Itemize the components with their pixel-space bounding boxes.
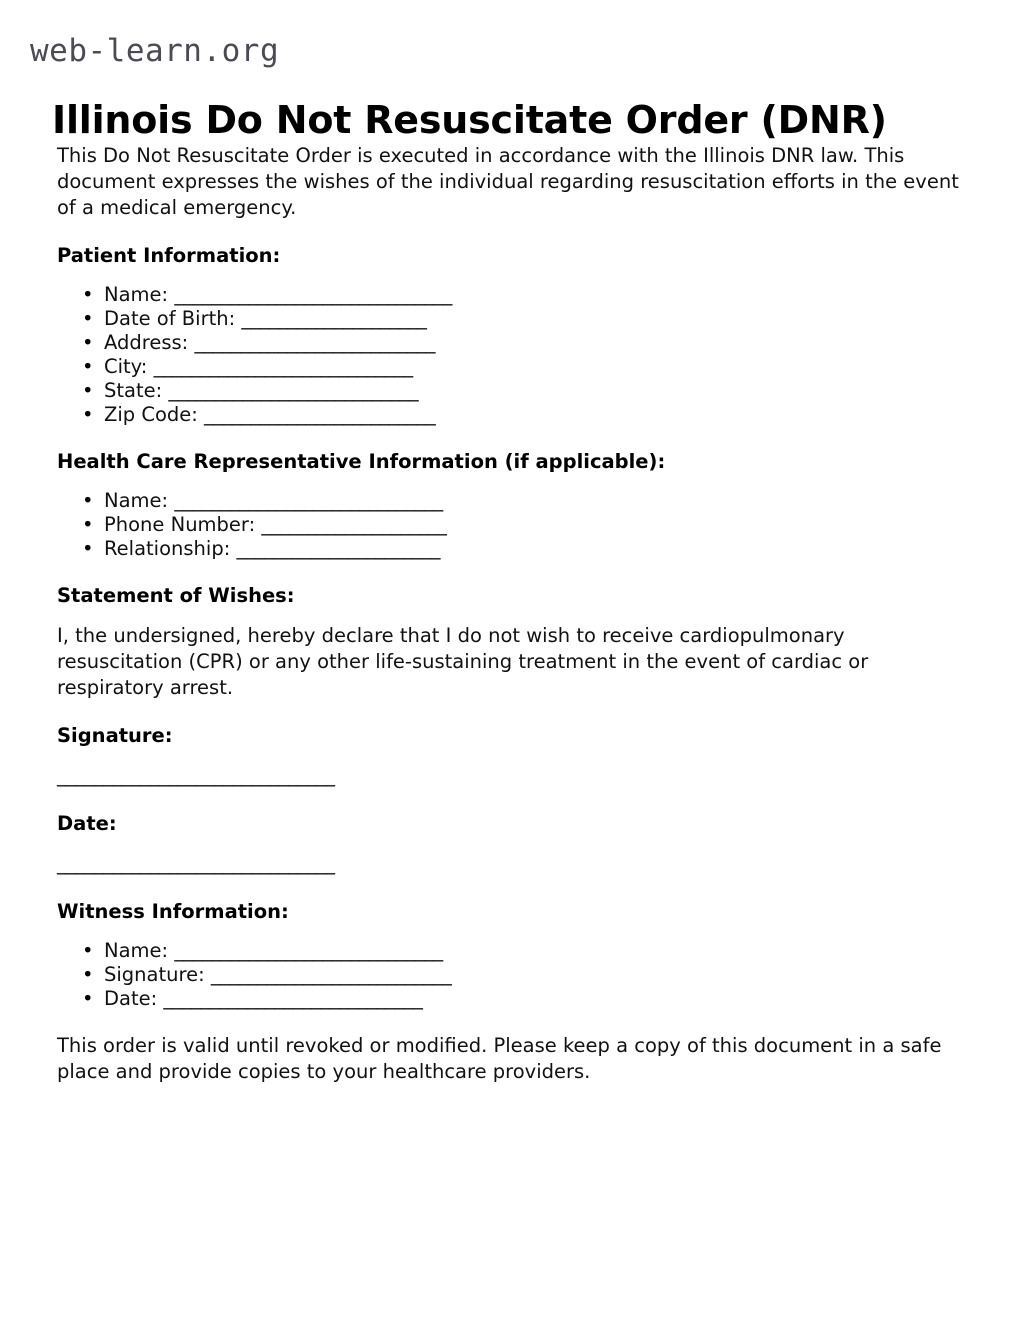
list-item [104,987,969,1011]
field-label: Name: [104,939,169,962]
list-item [104,963,969,987]
field-blank[interactable]: _____________________________ [174,939,443,962]
field-label: Relationship: [104,537,231,560]
field-blank[interactable]: _____________________________ [174,489,443,512]
field-label: Signature: [104,963,205,986]
field-label: Date: [104,987,158,1010]
field-blank[interactable]: ____________________________ [163,987,423,1010]
field-label: Address: [104,331,189,354]
field-blank[interactable]: __________________________ [194,331,435,354]
site-watermark: web-learn.org [30,33,280,69]
document-body [57,143,969,1107]
field-blank[interactable]: ____________________________ [153,355,413,378]
representative-information-heading: Health Care Representative Information (if applicable): [57,450,666,473]
list-item [104,379,969,403]
list-item [104,489,969,513]
date-heading: Date: [57,812,117,835]
field-blank[interactable]: ____________________ [261,513,447,536]
field-label: State: [104,379,163,402]
list-item [104,307,969,331]
witness-information-heading: Witness Information: [57,900,289,923]
date-blank[interactable]: ______________________________ [57,852,335,875]
field-label: Date of Birth: [104,307,236,330]
representative-information-list [57,489,969,561]
witness-information-list [57,939,969,1011]
field-label: Phone Number: [104,513,256,536]
signature-heading: Signature: [57,724,173,747]
list-item [104,403,969,427]
list-item [104,283,969,307]
field-label: Name: [104,283,169,306]
patient-information-list [57,283,969,427]
page-title: Illinois Do Not Resuscitate Order (DNR) [52,98,887,143]
field-blank[interactable]: __________________________ [210,963,452,986]
field-label: Name: [104,489,169,512]
intro-paragraph: This Do Not Resuscitate Order is executed in accordance with the Illinois DNR law. This document expresses the wishes of the individual regarding resuscitation efforts in the event of a medical emergency. [57,144,959,219]
signature-blank[interactable]: ______________________________ [57,764,335,787]
list-item [104,537,969,561]
statement-of-wishes-body: I, the undersigned, hereby declare that I do not wish to receive cardiopulmonary resuscitation (CPR) or any other life-sustaining treatment in the event of cardiac or respiratory arrest. [57,624,869,699]
patient-information-heading: Patient Information: [57,244,281,267]
list-item [104,331,969,355]
footer-note: This order is valid until revoked or modified. Please keep a copy of this document in a safe place and provide copies to your healthcare providers. [57,1034,942,1083]
list-item [104,513,969,537]
field-blank[interactable]: ___________________________ [168,379,419,402]
field-label: Zip Code: [104,403,198,426]
field-blank[interactable]: ____________________ [241,307,427,330]
field-blank[interactable]: ______________________ [236,537,440,560]
list-item [104,355,969,379]
statement-of-wishes-heading: Statement of Wishes: [57,584,295,607]
field-label: City: [104,355,148,378]
field-blank[interactable]: ______________________________ [174,283,452,306]
field-blank[interactable]: _________________________ [204,403,436,426]
list-item [104,939,969,963]
